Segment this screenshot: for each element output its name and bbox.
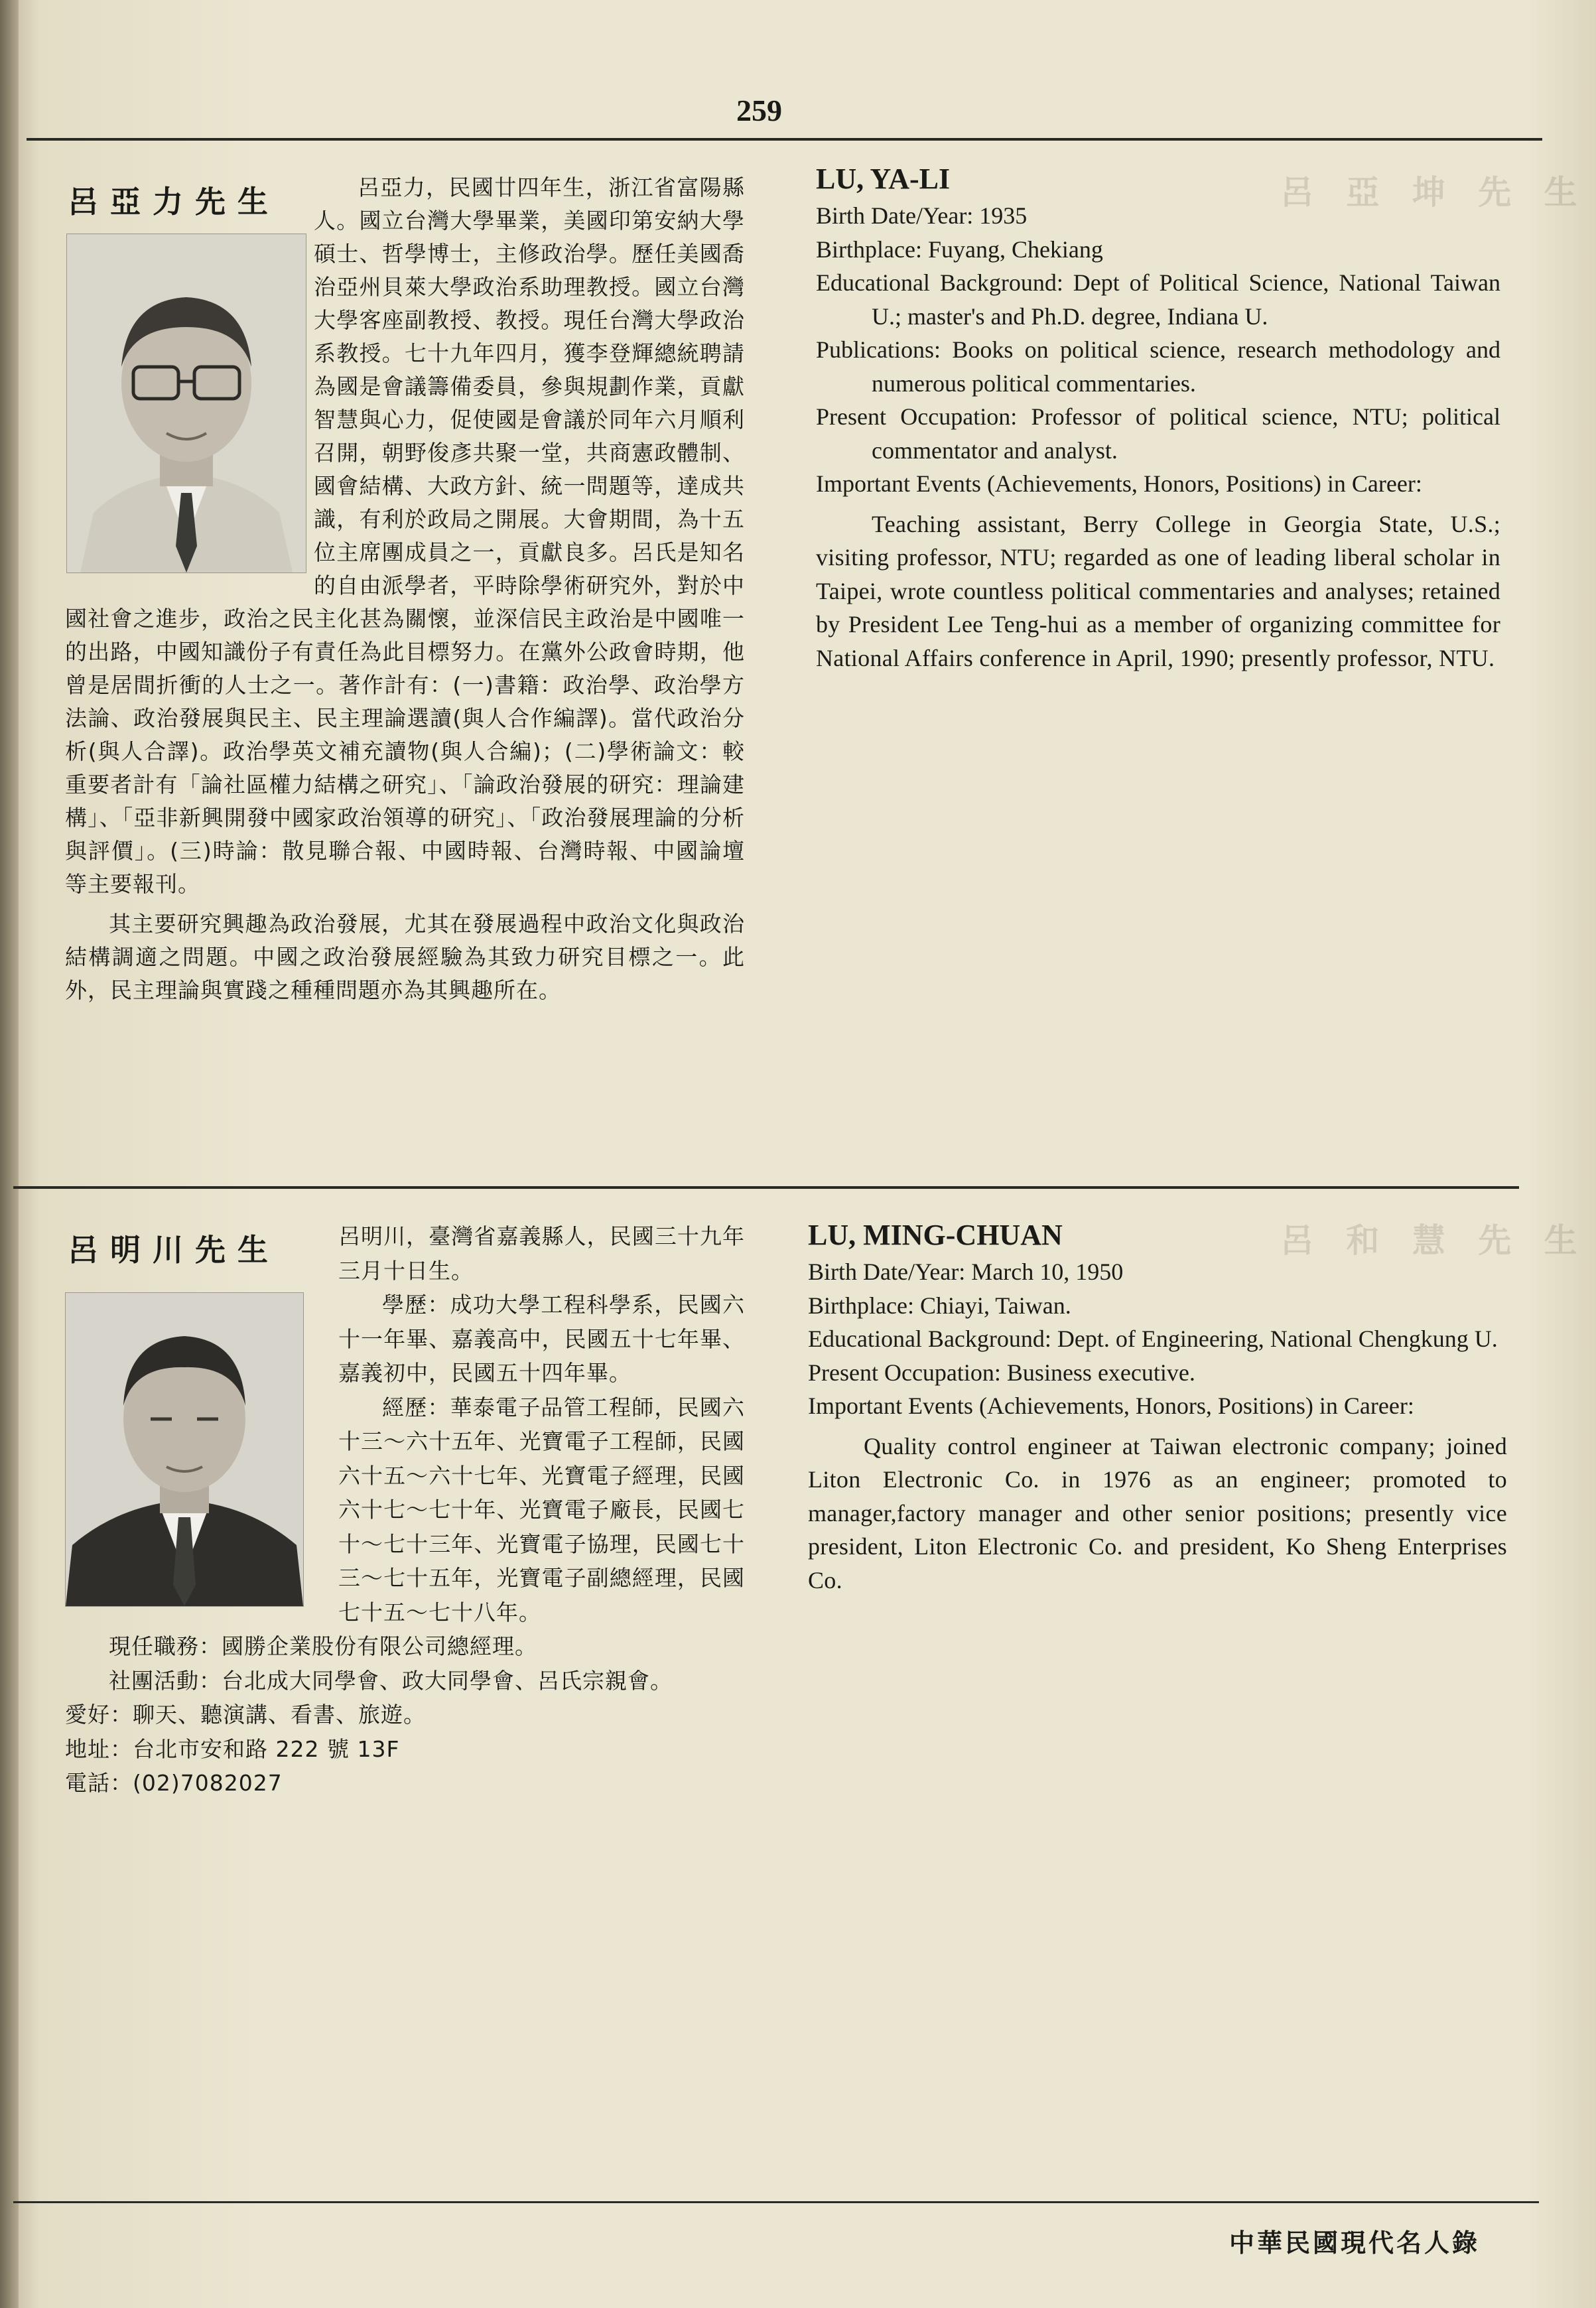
entry-2-chinese-name: 呂明川先生	[68, 1232, 280, 1268]
bleed-through-text: 呂 和 慧 先 生	[1280, 1221, 1588, 1260]
entry-1-english-name: LU, YA-LI	[816, 163, 951, 195]
page-number: 259	[736, 94, 782, 127]
entry-2-occupation: Present Occupation: Business executive.	[808, 1359, 1195, 1386]
entry-2-events-heading: Important Events (Achievements, Honors, Positions) in Career:	[808, 1392, 1414, 1419]
book-title-footer: 中華民國現代名人錄	[1229, 2228, 1480, 2258]
entry-2-english-name: LU, MING-CHUAN	[808, 1219, 1063, 1251]
entry-1-chinese-bio	[65, 171, 745, 1007]
entry-2-chinese-experience: 經歷：華泰電子品管工程師，民國六十三～六十五年、光寶電子工程師，民國六十五～六十七年、光寶電子經理，民國六十七～七十年、光寶電子廠長，民國七十～七十三年、光寶電子協理，民國七十三～七十五年，光寶電子副總經理，民國七十五～七十八年。	[338, 1394, 745, 1625]
entry-1-english-bio	[816, 162, 1500, 675]
entry-1-chinese-bio-interest: 其主要研究興趣為政治發展，尤其在發展過程中政治文化與政治結構調適之問題。中國之政治發展經驗為其致力研究目標之一。此外，民主理論與實踐之種種問題亦為其興趣所在。	[65, 911, 745, 1003]
entry-2-english-bio	[808, 1218, 1507, 1597]
book-gutter	[0, 0, 19, 2308]
entry-1-chinese-name: 呂亞力先生	[68, 184, 280, 220]
bottom-rule	[13, 2201, 1539, 2203]
entry-2-career: Quality control engineer at Taiwan electronic company; joined Liton Electronic Co. in 1976 as an engineer; promoted to manager,factory manager and other senior positions; presently vice president, Liton Electronic Co. and president, Ko Sheng Enterprises Co.	[808, 1432, 1507, 1594]
entry-2-chinese-bio-intro: 呂明川，臺灣省嘉義縣人，民國三十九年三月十日生。	[338, 1223, 745, 1284]
entry-2-chinese-phone: 電話：(02)7082027	[65, 1770, 283, 1796]
entry-1-birth-date: Birth Date/Year: 1935	[816, 202, 1028, 229]
entry-1-chinese-bio-intro: 呂亞力，民國廿四年生，浙江省富陽縣人。國立台灣大學畢業，美國印第安納大學碩士、哲學博士，主修政治學。歷任美國喬治亞州貝萊大學政治系助理教授。國立台灣大學客座副教授、教授。現任台灣大學政治系教授。七十九年四月，獲李登輝總統聘請為國是會議籌備委員，參與規劃作業，貢獻智慧與心力，促使國是會議於同年六月順利召開，朝野俊彥共聚一堂，共商憲政體制、國會結構、大政方針、統一問題等，達成共識，有利於政局之開展。大會期間，為十五位主席團成員之一，貢獻良多。呂氏是知名的自由派學者，平時除學術研究外，對於中國社會之進步，政治之民主化甚為關懷，並深信民主政治是中國唯一的出路，中國知識份子有責任為此目標努力。在黨外公政會時期，他曾是居間折衝的人士之一。著作計有：(一)書籍：政治學、政治學方法論、政治發展與民主、民主理論選讀(與人合作編譯)。當代政治分析(與人合譯)。政治學英文補充讀物(與人合編)；(二)學術論文：較重要者計有「論社區權力結構之研究」、「論政治發展的研究：理論建構」、「亞非新興開發中國家政治領導的研究」、「政治發展理論的分析與評價」。(三)時論：散見聯合報、中國時報、台灣時報、中國論壇等主要報刊。	[65, 174, 745, 897]
photo-float-spacer	[65, 171, 314, 576]
photo-float-spacer	[65, 1219, 338, 1625]
entry-2-birthplace: Birthplace: Chiayi, Taiwan.	[808, 1292, 1071, 1319]
entry-2-chinese-hobbies: 愛好：聊天、聽演講、看書、旅遊。	[65, 1702, 426, 1728]
entry-2-chinese-bio	[65, 1219, 745, 1800]
entry-1-occupation: Present Occupation: Professor of political science, NTU; political commentator and analyst.	[816, 403, 1500, 464]
entry-1-events-heading: Important Events (Achievements, Honors, Positions) in Career:	[816, 470, 1422, 497]
entry-1-birthplace: Birthplace: Fuyang, Chekiang	[816, 236, 1103, 263]
entry-2-birth-date: Birth Date/Year: March 10, 1950	[808, 1258, 1124, 1285]
entry-1-career: Teaching assistant, Berry College in Georgia State, U.S.; visiting professor, NTU; regarded as one of leading liberal scholar in Taipei, wrote countless political commentaries and analyses; retained by President Lee Teng-hui as a member of organizing committee for National Affairs conference in April, 1990; presently professor, NTU.	[816, 510, 1500, 671]
entry-2-chinese-associations: 社團活動：台北成大同學會、政大同學會、呂氏宗親會。	[109, 1667, 673, 1694]
entry-1-education: Educational Background: Dept of Political Science, National Taiwan U.; master's and Ph.D. degree, Indiana U.	[816, 269, 1500, 330]
top-rule	[27, 138, 1542, 141]
bleed-through-text: 呂 亞 坤 先 生	[1280, 173, 1588, 212]
entry-1-publications: Publications: Books on political science, research methodology and numerous political commentaries.	[816, 336, 1500, 397]
entry-2-chinese-address: 地址：台北市安和路 222 號 13F	[65, 1735, 400, 1762]
entry-2-chinese-education: 學歷：成功大學工程科學系，民國六十一年畢、嘉義高中，民國五十七年畢、嘉義初中，民國五十四年畢。	[338, 1292, 745, 1386]
entry-divider-rule	[13, 1186, 1519, 1189]
entry-2-chinese-position: 現任職務：國勝企業股份有限公司總經理。	[109, 1633, 537, 1659]
entry-2-education: Educational Background: Dept. of Engineering, National Chengkung U.	[808, 1325, 1498, 1352]
